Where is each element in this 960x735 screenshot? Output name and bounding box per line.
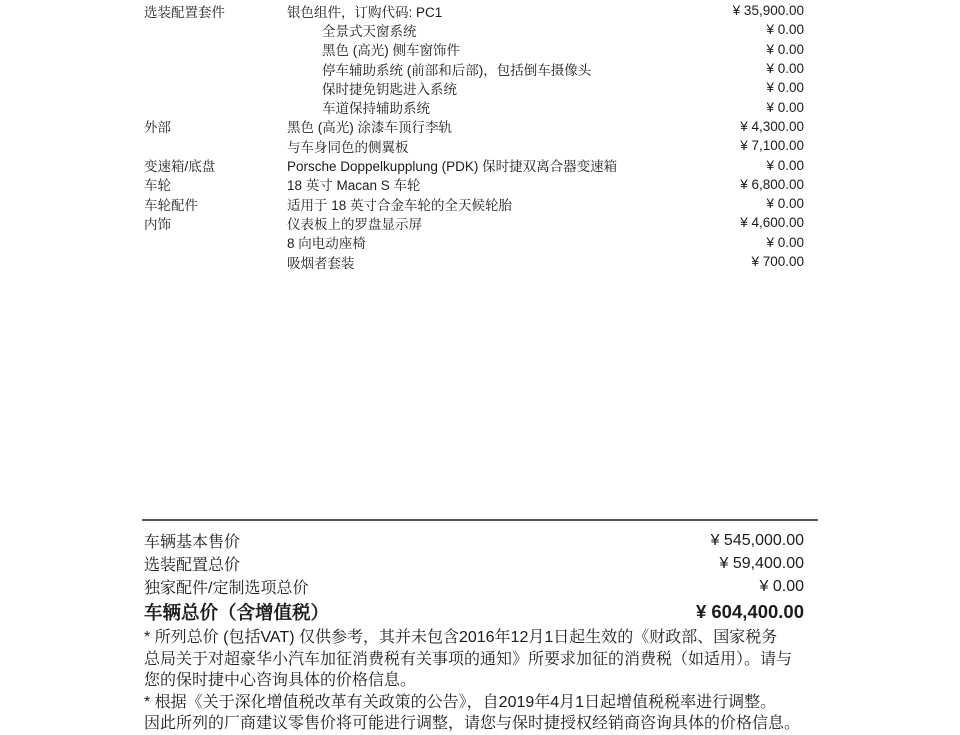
option-price: ¥ 0.00 — [766, 80, 804, 96]
footnote-line: 您的保时捷中心咨询具体的价格信息。 — [144, 672, 417, 690]
option-price: ¥ 7,100.00 — [740, 138, 804, 154]
total-row — [144, 529, 804, 552]
footnote-line: * 根据《关于深化增值税改革有关政策的公告》，自2019年4月1日起增值税税率进行调整。 — [144, 693, 777, 711]
option-price: ¥ 4,600.00 — [740, 215, 804, 231]
option-description: 18 英寸 Macan S 车轮 — [287, 178, 421, 194]
option-description: 黑色 (高光) 侧车窗饰件 — [322, 43, 460, 59]
footnote — [144, 692, 834, 735]
total-row — [144, 599, 804, 626]
option-description: 车道保持辅助系统 — [322, 101, 430, 117]
option-category: 选装配置套件 — [144, 4, 225, 20]
total-price: ¥ 545,000.00 — [710, 531, 804, 549]
option-description: 全景式天窗系统 — [322, 23, 417, 39]
option-row — [144, 136, 804, 155]
option-price: ¥ 0.00 — [766, 99, 804, 115]
option-row — [144, 20, 804, 39]
option-price: ¥ 35,900.00 — [732, 3, 804, 19]
option-description: 与车身同色的侧翼板 — [287, 139, 409, 155]
option-description: Porsche Doppelkupplung (PDK) 保时捷双离合器变速箱 — [287, 159, 618, 175]
option-category: 车轮 — [144, 178, 171, 194]
total-label: 车辆基本售价 — [144, 534, 241, 552]
total-label: 独家配件/定制选项总价 — [144, 580, 309, 598]
option-row — [144, 194, 804, 213]
option-description: 银色组件，订购代码: PC1 — [287, 4, 443, 20]
option-row — [144, 213, 804, 232]
option-row — [144, 97, 804, 116]
total-row — [144, 552, 804, 575]
footnote-line: 总局关于对超豪华小汽车加征消费税有关事项的通知》所要求加征的消费税（如适用）。请与 — [144, 650, 793, 668]
option-row — [144, 233, 804, 252]
option-description: 黑色 (高光) 涂漆车顶行李轨 — [287, 120, 452, 136]
option-row — [144, 40, 804, 59]
option-row — [144, 252, 804, 271]
option-price: ¥ 6,800.00 — [740, 176, 804, 192]
option-price: ¥ 0.00 — [766, 196, 804, 212]
option-row — [144, 117, 804, 136]
option-description: 保时捷免钥匙进入系统 — [322, 81, 457, 97]
option-category: 内饰 — [144, 216, 171, 232]
option-description: 8 向电动座椅 — [287, 236, 366, 252]
totals-divider — [142, 519, 818, 521]
option-row — [144, 78, 804, 97]
option-price: ¥ 0.00 — [766, 61, 804, 77]
option-description: 适用于 18 英寸合金车轮的全天候轮胎 — [287, 197, 513, 213]
option-row — [144, 1, 804, 20]
option-price: ¥ 0.00 — [766, 22, 804, 38]
option-price: ¥ 0.00 — [766, 41, 804, 57]
totals-table — [144, 529, 804, 626]
option-row — [144, 155, 804, 174]
option-category: 变速箱/底盘 — [144, 159, 216, 175]
footnote — [144, 627, 834, 692]
option-price: ¥ 4,300.00 — [740, 118, 804, 134]
option-category: 外部 — [144, 120, 171, 136]
total-price: ¥ 59,400.00 — [719, 554, 804, 572]
option-row — [144, 175, 804, 194]
options-table — [144, 1, 804, 271]
option-description: 吸烟者套装 — [287, 255, 355, 271]
total-label: 选装配置总价 — [144, 557, 241, 575]
option-description: 停车辅助系统 (前部和后部)，包括倒车摄像头 — [322, 62, 592, 78]
option-price: ¥ 700.00 — [751, 254, 804, 269]
option-price: ¥ 0.00 — [766, 157, 804, 173]
total-row — [144, 575, 804, 598]
option-description: 仪表板上的罗盘显示屏 — [287, 216, 422, 232]
footnote-line: * 所列总价 (包括VAT) 仅供参考，其并未包含2016年12月1日起生效的《财政部、国家税务 — [144, 629, 778, 646]
footnote-line: 因此所列的厂商建议零售价将可能进行调整，请您与保时捷授权经销商咨询具体的价格信息。 — [144, 715, 801, 733]
footnotes — [144, 627, 834, 735]
option-category: 车轮配件 — [144, 197, 198, 213]
option-price: ¥ 0.00 — [766, 234, 804, 250]
total-price: ¥ 0.00 — [759, 577, 804, 595]
option-row — [144, 59, 804, 78]
total-price: ¥ 604,400.00 — [695, 601, 804, 623]
total-label: 车辆总价（含增值税） — [144, 602, 330, 624]
